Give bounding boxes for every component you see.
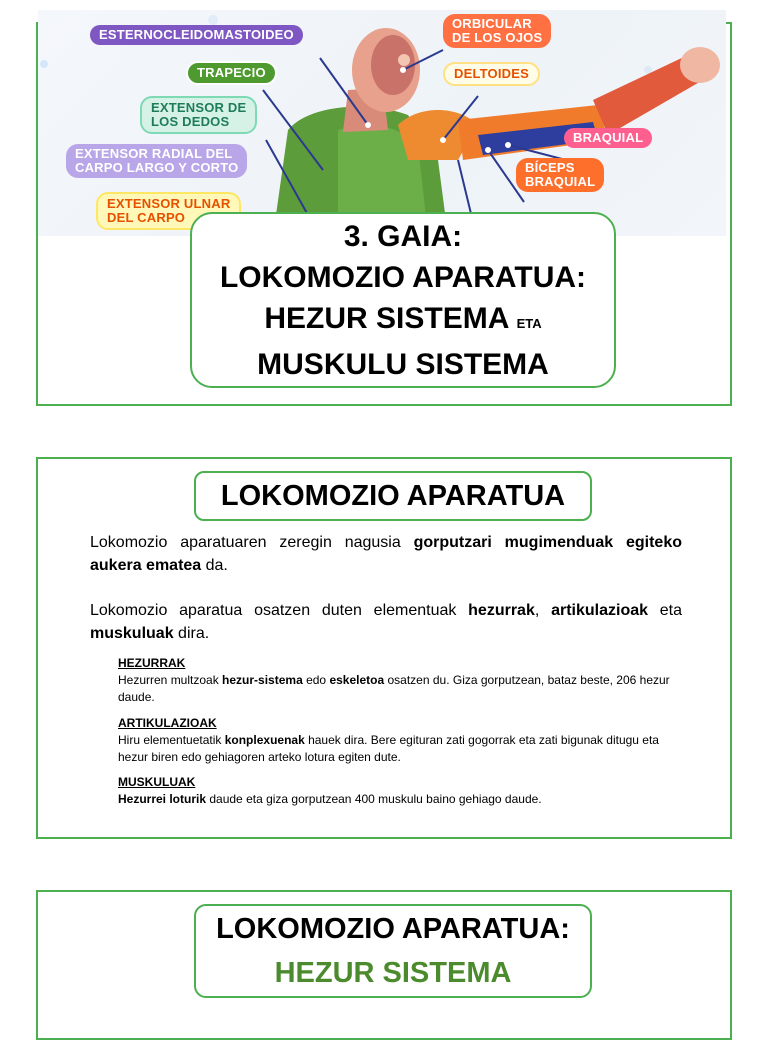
label-extensor-radial: EXTENSOR RADIAL DEL CARPO LARGO Y CORTO: [66, 144, 247, 178]
label-orbicular: ORBICULAR DE LOS OJOS: [443, 14, 551, 48]
label-extensor-ulnar: EXTENSOR ULNAR DEL CARPO: [96, 192, 241, 230]
heading-line-2: HEZUR SISTEMA: [274, 957, 512, 989]
title-line-3: HEZUR SISTEMA ETA: [264, 301, 542, 335]
section-title-muskuluak: MUSKULUAK: [118, 775, 196, 789]
section-muskuluak: [118, 774, 682, 808]
label-deltoides: DELTOIDES: [443, 62, 540, 86]
title-small-conjunction: ETA: [516, 315, 542, 331]
section-title-hezurrak: HEZURRAK: [118, 656, 186, 670]
slide-title: [36, 16, 732, 406]
slide-heading: LOKOMOZIO APARATUA: [194, 471, 592, 521]
label-trapecio: TRAPECIO: [186, 61, 277, 85]
title-line-1: 3. GAIA:: [343, 219, 463, 253]
label-biceps: BÍCEPS BRAQUIAL: [516, 158, 604, 192]
paragraph-elements: Lokomozio aparatua osatzen duten elementuak hezurrak, artikulazioak eta muskuluak dira.: [90, 602, 683, 642]
section-title-artikulazioak: ARTIKULAZIOAK: [118, 716, 217, 730]
paragraph-purpose: Lokomozio aparatuaren zeregin nagusia gorputzari mugimenduak egiteko aukera ematea da.: [90, 534, 682, 574]
title-line-4: MUSKULU SISTEMA: [257, 347, 549, 381]
slide-heading-skeletal: [194, 904, 592, 998]
section-body-artikulazioak: Hiru elementuetatik konplexuenak hauek dira. Bere egituran zati gogorrak eta zati bigunak ditugu eta hezur biren edo gehiagoren arteko lotura egiten dute.: [118, 733, 659, 764]
title-line-2: LOKOMOZIO APARATUA:: [219, 260, 587, 294]
section-body-hezurrak: Hezurren multzoak hezur-sistema edo eskeletoa osatzen du. Giza gorputzean, bataz beste, 206 hezur daude.: [118, 673, 670, 704]
section-body-muskuluak: Hezurrei loturik daude eta giza gorputzean 400 muskulu baino gehiago daude.: [118, 792, 542, 806]
label-braquial: BRAQUIAL: [564, 128, 652, 148]
label-extensor-dedos: EXTENSOR DE LOS DEDOS: [140, 96, 257, 134]
muscle-anatomy-banner: [38, 10, 726, 236]
heading-line-1: LOKOMOZIO APARATUA:: [216, 913, 570, 945]
label-esternocleidomastoideo: ESTERNOCLEIDOMASTOIDEO: [90, 25, 303, 45]
slide-locomotor-intro: [36, 457, 732, 839]
unit-title-box: [190, 212, 616, 388]
section-artikulazioak: [118, 715, 682, 766]
section-hezurrak: [118, 655, 682, 706]
slide-skeletal-system: [36, 890, 732, 1040]
